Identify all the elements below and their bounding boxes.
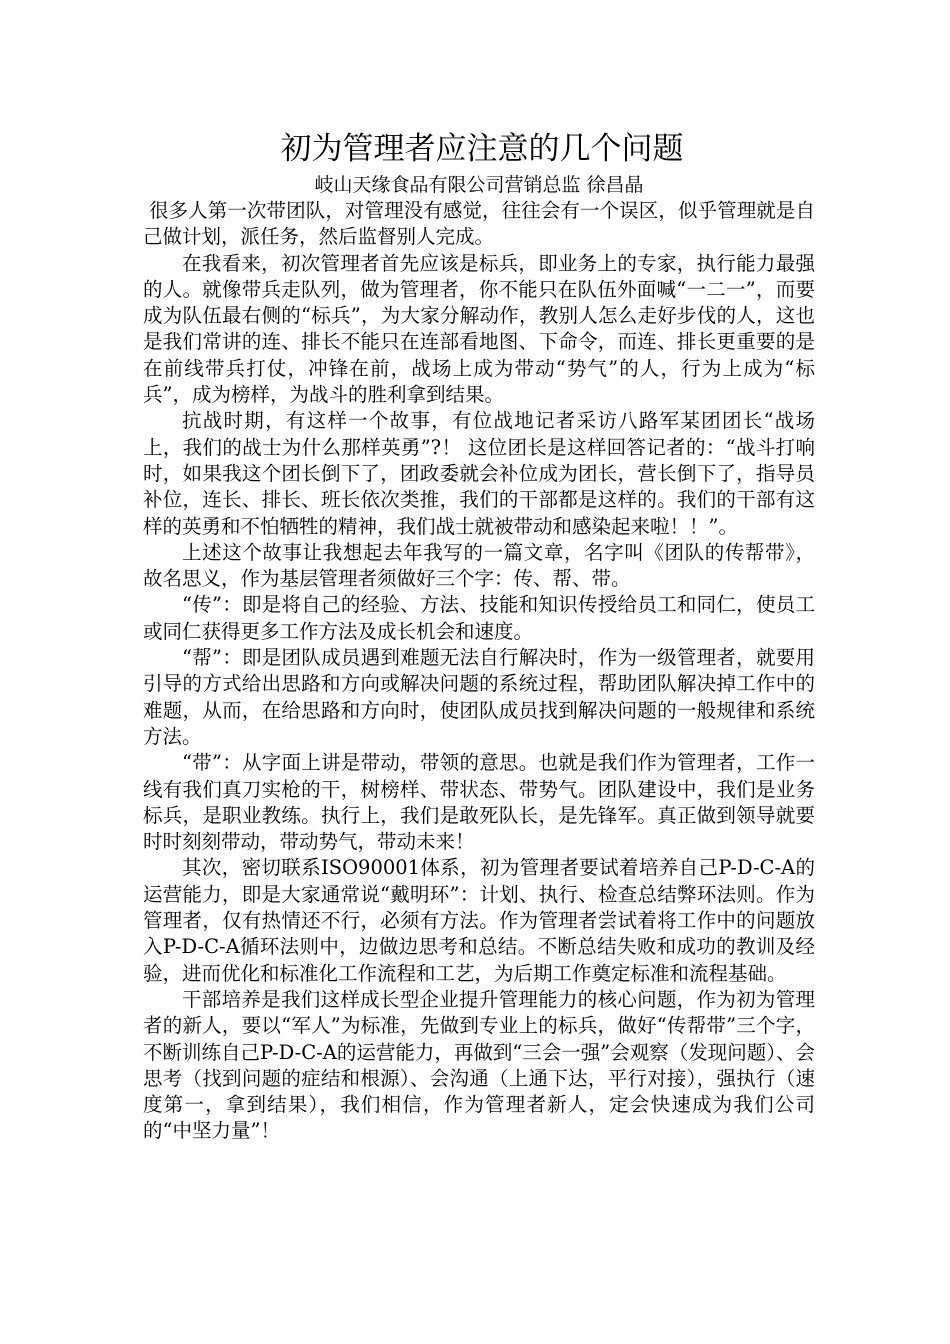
paragraph: 上述这个故事让我想起去年我写的一篇文章，名字叫《团队的传帮带》，故名思义，作为基层管理者须做好三个字：传、帮、带。 xyxy=(143,540,815,591)
document-author: 岐山天缘食品有限公司营销总监 徐昌晶 xyxy=(314,174,644,196)
paragraph: 其次，密切联系ISO90001体系，初为管理者要试着培养自己P-D-C-A的运营能力，即是大家通常说“戴明环”：计划、执行、检查总结弊环法则。作为管理者，仅有热情还不行，必须有方法。作为管理者尝试着将工作中的问题放入P-D-C-A循环法则中，边做边思考和总结。不断总结失败和成功的教训及经验，进而优化和标准化工作流程和工艺，为后期工作奠定标准和流程基础。 xyxy=(143,856,815,985)
paragraph: 很多人第一次带团队，对管理没有感觉，往往会有一个误区，似乎管理就是自己做计划，派任务，然后监督别人完成。 xyxy=(143,199,815,249)
paragraph: 抗战时期，有这样一个故事，有位战地记者采访八路军某团团长“战场上，我们的战士为什么那样英勇”?！ 这位团长是这样回答记者的：“战斗打响时，如果我这个团长倒下了，团政委就会补位成为团长，营长倒下了，指导员补位，连长、排长、班长依次类推，我们的干部都是这样的。我们的干部有这样的英勇和不怕牺牲的精神，我们战士就被带动和感染起来啦！！”。 xyxy=(143,409,815,538)
paragraph: “带”：从字面上讲是带动，带领的意思。也就是我们作为管理者，工作一线有我们真刀实枪的干，树榜样、带状态、带势气。团队建设中，我们是业务标兵，是职业教练。执行上，我们是敢死队长，是先锋军。真正做到领导就要时时刻刻带动，带动势气，带动未来！ xyxy=(143,751,815,854)
paragraph: 干部培养是我们这样成长型企业提升管理能力的核心问题，作为初为管理者的新人，要以“军人”为标准，先做到专业上的标兵，做好“传帮带”三个字，不断训练自己P-D-C-A的运营能力，再做到“三会一强”会观察（发现问题）、会思考（找到问题的症结和根源）、会沟通（上通下达，平行对接），强执行（速度第一，拿到结果），我们相信，作为管理者新人，定会快速成为我们公司的“中坚力量”！ xyxy=(143,987,816,1143)
paragraph: “帮”：即是团队成员遇到难题无法自行解决时，作为一级管理者，就要用引导的方式给出思路和方向或解决问题的系统过程，帮助团队解决掉工作中的难题，从而，在给思路和方向时，使团队成员找到解决问题的一般规律和系统方法。 xyxy=(143,646,815,748)
paragraph: “传”：即是将自己的经验、方法、技能和知识传授给员工和同仁，使员工或同仁获得更多工作方法及成长机会和速度。 xyxy=(143,593,815,643)
document-page xyxy=(143,128,815,1145)
document-title: 初为管理者应注意的几个问题 xyxy=(280,131,684,167)
paragraph: 在我看来，初次管理者首先应该是标兵，即业务上的专家，执行能力最强的人。就像带兵走队列，做为管理者，你不能只在队伍外面喊“一二一”，而要成为队伍最右侧的“标兵”，为大家分解动作，教别人怎么走好步伐的人，这也是我们常讲的连、排长不能只在连部看地图、下命令，而连、排长更重要的是在前线带兵打仗，冲锋在前，战场上成为带动“势气”的人，行为上成为“标兵”，成为榜样，为战斗的胜利拿到结果。 xyxy=(143,251,815,407)
